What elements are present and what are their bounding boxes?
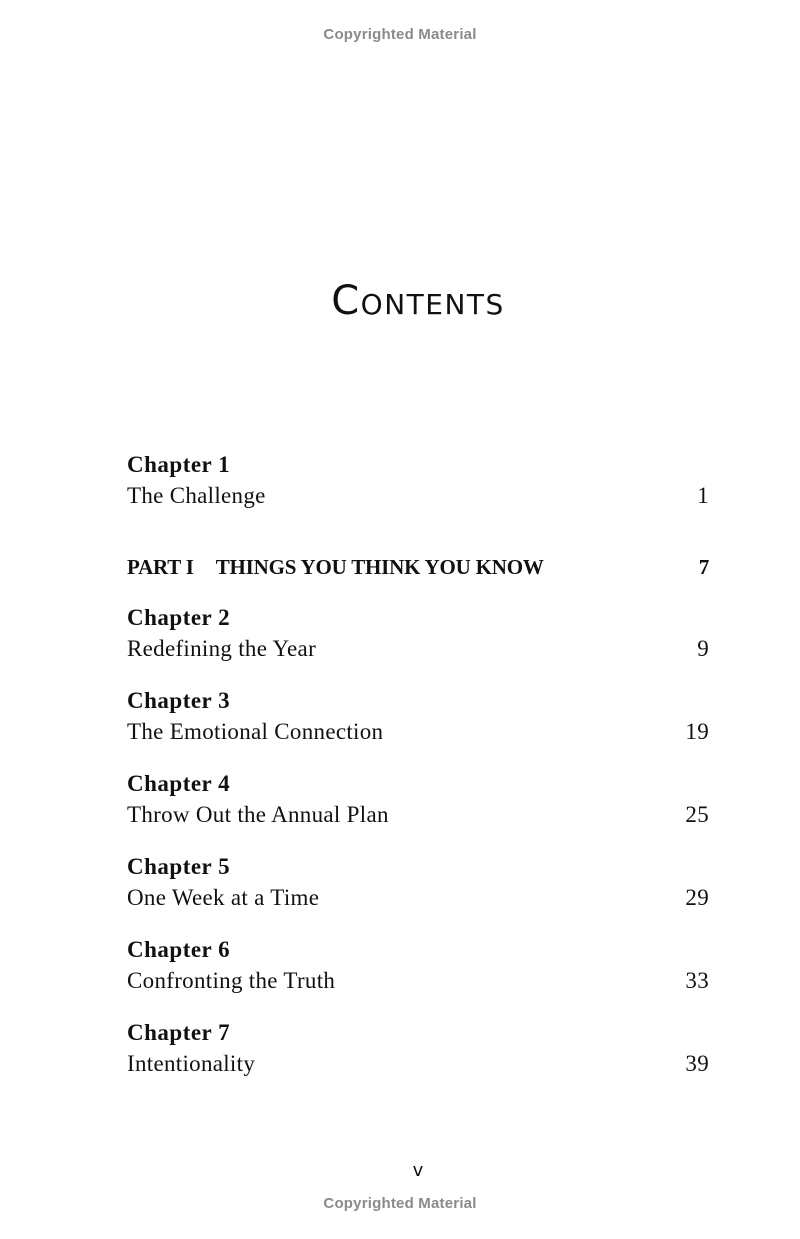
page-number: 9 [697, 636, 709, 661]
page-number: 25 [685, 802, 709, 827]
table-of-contents [127, 450, 709, 1080]
toc-entry-part-1[interactable] [127, 552, 709, 582]
copyright-watermark-top: Copyrighted Material [323, 26, 477, 43]
page-folio: v [412, 1160, 424, 1181]
toc-entry-chapter-6[interactable] [127, 935, 709, 997]
part-number: PART I [127, 555, 194, 579]
copyright-watermark-bottom: Copyrighted Material [323, 1195, 477, 1212]
page-title: Contents [331, 278, 505, 324]
toc-entry-chapter-2[interactable] [127, 603, 709, 665]
chapter-title: The Emotional Connection [127, 719, 384, 744]
page-number: 29 [685, 885, 709, 910]
chapter-number: Chapter 7 [127, 1020, 231, 1045]
page-number: 7 [698, 555, 709, 579]
page-number: 19 [685, 719, 709, 744]
toc-entry-chapter-3[interactable] [127, 686, 709, 748]
toc-entry-chapter-5[interactable] [127, 852, 709, 914]
page-number: 33 [685, 968, 709, 993]
chapter-number: Chapter 5 [127, 854, 231, 879]
chapter-title: The Challenge [127, 483, 266, 508]
chapter-title: One Week at a Time [127, 885, 320, 910]
chapter-number: Chapter 6 [127, 937, 231, 962]
page-number: 39 [685, 1051, 709, 1076]
chapter-title: Redefining the Year [127, 636, 317, 661]
chapter-number: Chapter 4 [127, 771, 231, 796]
chapter-title: Intentionality [127, 1051, 256, 1076]
chapter-title: Confronting the Truth [127, 968, 336, 993]
chapter-number: Chapter 2 [127, 605, 231, 630]
toc-entry-chapter-1[interactable] [127, 450, 709, 512]
toc-entry-chapter-7[interactable] [127, 1018, 709, 1080]
chapter-title: Throw Out the Annual Plan [127, 802, 389, 827]
part-title: THINGS YOU THINK YOU KNOW [215, 555, 544, 579]
chapter-number: Chapter 3 [127, 688, 231, 713]
chapter-number: Chapter 1 [127, 452, 231, 477]
toc-entry-chapter-4[interactable] [127, 769, 709, 831]
page-number: 1 [697, 483, 709, 508]
